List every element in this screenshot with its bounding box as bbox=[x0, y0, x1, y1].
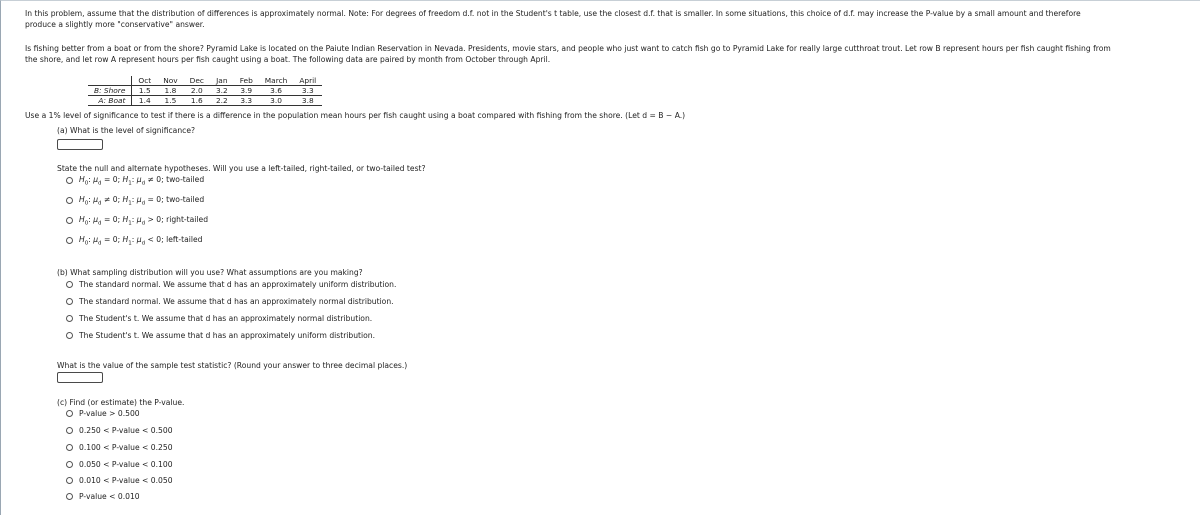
distribution-option[interactable] bbox=[66, 280, 396, 289]
significance-input[interactable] bbox=[57, 139, 103, 150]
radio-button[interactable] bbox=[66, 493, 73, 500]
month-header: Feb bbox=[234, 76, 259, 86]
row-label: A: Boat bbox=[88, 96, 132, 106]
month-header: Dec bbox=[184, 76, 210, 86]
distribution-label: The standard normal. We assume that d has an approximately uniform distribution. bbox=[79, 280, 397, 289]
data-table bbox=[88, 76, 322, 106]
month-header: Jan bbox=[210, 76, 234, 86]
test-statistic-prompt: What is the value of the sample test statistic? (Round your answer to three decimal places.) bbox=[57, 361, 408, 370]
radio-button[interactable] bbox=[66, 444, 73, 451]
distribution-label: The Student's t. We assume that d has an approximately uniform distribution. bbox=[79, 331, 376, 340]
radio-button[interactable] bbox=[66, 177, 73, 184]
hypothesis-label: $H_0$: $\mu_d \ne 0$; $H_1$: $\mu_d = 0$; two-tailed bbox=[79, 195, 205, 207]
table-cell: 1.5 bbox=[157, 96, 183, 106]
table-row-shore bbox=[88, 86, 322, 96]
part-c-question: (c) Find (or estimate) the P-value. bbox=[57, 398, 185, 407]
problem-line-2: the shore, and let row A represent hours per fish caught using a boat. The following data are paired by month from October through April. bbox=[25, 55, 551, 64]
table-cell: 3.0 bbox=[259, 96, 294, 106]
radio-button[interactable] bbox=[66, 427, 73, 434]
hypothesis-option[interactable] bbox=[66, 195, 204, 207]
row-label: B: Shore bbox=[88, 86, 132, 96]
p-value-option[interactable] bbox=[66, 492, 140, 501]
table-cell: 1.5 bbox=[132, 86, 157, 96]
distribution-option[interactable] bbox=[66, 331, 375, 340]
table-row-boat bbox=[88, 96, 322, 106]
p-value-option[interactable] bbox=[66, 476, 173, 485]
radio-button[interactable] bbox=[66, 461, 73, 468]
table-cell: 3.2 bbox=[210, 86, 234, 96]
table-corner bbox=[88, 76, 132, 86]
instruction-text: Use a 1% level of significance to test if there is a difference in the population mean hours per fish caught using a boat compared with fishing from the shore. (Let d = B − A.) bbox=[25, 111, 686, 120]
table-cell: 3.6 bbox=[259, 86, 294, 96]
month-header: March bbox=[259, 76, 294, 86]
table-header-row bbox=[88, 76, 322, 86]
intro-line-1: In this problem, assume that the distribution of differences is approximately normal. Note: For degrees of freedom d.f. not in the Student's t table, use the closest d.f. that is smaller. In some situations, this choice of d.f. may increase the P-value by a small amount and therefore bbox=[25, 9, 1081, 18]
radio-button[interactable] bbox=[66, 410, 73, 417]
table-cell: 3.3 bbox=[293, 86, 322, 96]
hypothesis-option[interactable] bbox=[66, 175, 204, 187]
table-cell: 3.9 bbox=[234, 86, 259, 96]
p-value-option[interactable] bbox=[66, 426, 173, 435]
radio-button[interactable] bbox=[66, 315, 73, 322]
radio-button[interactable] bbox=[66, 281, 73, 288]
hypothesis-label: $H_0$: $\mu_d = 0$; $H_1$: $\mu_d \ne 0$; two-tailed bbox=[79, 175, 205, 187]
table-cell: 2.0 bbox=[184, 86, 210, 96]
test-statistic-input[interactable] bbox=[57, 372, 103, 383]
table-cell: 2.2 bbox=[210, 96, 234, 106]
hypotheses-prompt: State the null and alternate hypotheses. Will you use a left-tailed, right-tailed, or two-tailed test? bbox=[57, 164, 426, 173]
p-value-label: 0.250 < P-value < 0.500 bbox=[79, 426, 173, 435]
radio-button[interactable] bbox=[66, 332, 73, 339]
hypothesis-label: $H_0$: $\mu_d = 0$; $H_1$: $\mu_d > 0$; right-tailed bbox=[79, 215, 209, 227]
radio-button[interactable] bbox=[66, 298, 73, 305]
p-value-label: P-value > 0.500 bbox=[79, 409, 140, 418]
p-value-option[interactable] bbox=[66, 443, 173, 452]
p-value-label: 0.050 < P-value < 0.100 bbox=[79, 460, 173, 469]
distribution-option[interactable] bbox=[66, 314, 372, 323]
table-cell: 3.3 bbox=[234, 96, 259, 106]
table-cell: 1.6 bbox=[184, 96, 210, 106]
table-cell: 1.8 bbox=[157, 86, 183, 96]
month-header: Oct bbox=[132, 76, 157, 86]
month-header: Nov bbox=[157, 76, 183, 86]
hypothesis-option[interactable] bbox=[66, 215, 208, 227]
part-b-question: (b) What sampling distribution will you use? What assumptions are you making? bbox=[57, 268, 363, 277]
hypothesis-option[interactable] bbox=[66, 235, 202, 247]
p-value-option[interactable] bbox=[66, 409, 140, 418]
distribution-option[interactable] bbox=[66, 297, 394, 306]
radio-button[interactable] bbox=[66, 197, 73, 204]
intro-line-2: produce a slightly more "conservative" answer. bbox=[25, 20, 205, 29]
radio-button[interactable] bbox=[66, 217, 73, 224]
month-header: April bbox=[293, 76, 322, 86]
table-cell: 3.8 bbox=[293, 96, 322, 106]
distribution-label: The Student's t. We assume that d has an approximately normal distribution. bbox=[79, 314, 373, 323]
p-value-label: 0.010 < P-value < 0.050 bbox=[79, 476, 173, 485]
problem-paragraph bbox=[25, 43, 1111, 65]
radio-button[interactable] bbox=[66, 477, 73, 484]
problem-line-1: Is fishing better from a boat or from the shore? Pyramid Lake is located on the Paiute Indian Reservation in Nevada. Presidents, movie stars, and people who just want to catch fish go to Pyramid Lake for really large cutthroat trout. Let row B represent hours per fish caught fishing from bbox=[25, 44, 1111, 53]
intro-paragraph bbox=[25, 8, 1081, 30]
hypothesis-label: $H_0$: $\mu_d = 0$; $H_1$: $\mu_d < 0$; left-tailed bbox=[79, 235, 203, 247]
distribution-label: The standard normal. We assume that d has an approximately normal distribution. bbox=[79, 297, 394, 306]
p-value-label: 0.100 < P-value < 0.250 bbox=[79, 443, 173, 452]
radio-button[interactable] bbox=[66, 237, 73, 244]
table-cell: 1.4 bbox=[132, 96, 157, 106]
p-value-label: P-value < 0.010 bbox=[79, 492, 140, 501]
p-value-option[interactable] bbox=[66, 460, 173, 469]
part-a-question: (a) What is the level of significance? bbox=[57, 126, 196, 135]
